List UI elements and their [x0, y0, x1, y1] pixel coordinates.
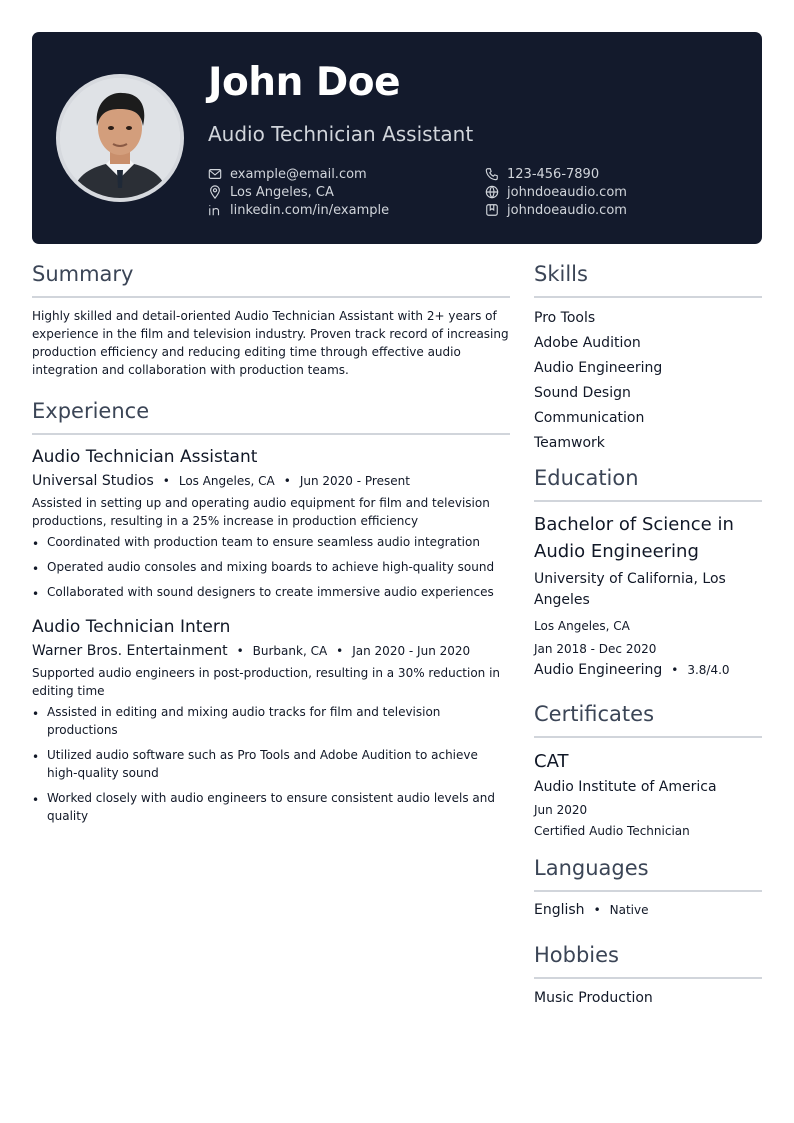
- job-location: Burbank, CA: [252, 644, 328, 658]
- list-item: [32, 533, 510, 551]
- contact-website[interactable]: [485, 183, 627, 201]
- contact-phone-text: 123-456-7890: [507, 166, 600, 182]
- education-dates: Jan 2018 - Dec 2020: [534, 642, 657, 656]
- skill-item: Teamwork: [534, 435, 605, 451]
- skill-item: Audio Engineering: [534, 360, 663, 376]
- job-meta: [32, 473, 510, 489]
- linkedin-icon: [208, 203, 222, 217]
- education-location: Los Angeles, CA: [534, 619, 630, 633]
- contact-linkedin-text: linkedin.com/in/example: [230, 202, 390, 218]
- languages-heading: Languages: [534, 856, 762, 892]
- certificate-date: Jun 2020: [534, 803, 588, 817]
- education-heading: Education: [534, 466, 762, 502]
- hobby-item: Music Production: [534, 990, 653, 1006]
- education-school: University of California, Los Angeles: [534, 571, 726, 608]
- separator-dot: •: [593, 903, 601, 917]
- job-company: Universal Studios: [32, 473, 154, 489]
- bullet-dot: •: [32, 793, 40, 807]
- bookmark-icon: [485, 203, 499, 217]
- candidate-role: Audio Technician Assistant: [208, 122, 474, 146]
- contact-email[interactable]: [208, 165, 367, 183]
- bullet-text: Worked closely with audio engineers to ensure consistent audio levels and quality: [47, 791, 495, 823]
- job-title: Audio Technician Assistant: [32, 447, 258, 467]
- job-title: Audio Technician Intern: [32, 617, 231, 637]
- separator-dot: •: [283, 474, 291, 488]
- contact-location-text: Los Angeles, CA: [230, 184, 334, 200]
- education-gpa: 3.8/4.0: [687, 663, 730, 677]
- globe-icon: [485, 185, 499, 199]
- bullet-text: Coordinated with production team to ensure seamless audio integration: [47, 535, 480, 549]
- experience-heading: Experience: [32, 399, 510, 435]
- education-field-row: [534, 662, 762, 678]
- skill-item: Communication: [534, 410, 645, 426]
- list-item: [32, 789, 510, 825]
- bullet-text: Operated audio consoles and mixing boards to achieve high-quality sound: [47, 560, 495, 574]
- certificate-name: CAT: [534, 751, 569, 772]
- bullet-dot: •: [32, 750, 40, 764]
- job-entry: [32, 447, 510, 601]
- education-field: Audio Engineering: [534, 662, 663, 678]
- skill-item: Adobe Audition: [534, 335, 641, 351]
- job-company: Warner Bros. Entertainment: [32, 643, 228, 659]
- bullet-dot: •: [32, 707, 40, 721]
- contact-portfolio[interactable]: [485, 201, 627, 219]
- list-item: [32, 746, 510, 782]
- bullet-text: Collaborated with sound designers to create immersive audio experiences: [47, 585, 494, 599]
- certificate-description: Certified Audio Technician: [534, 824, 690, 838]
- summary-text: Highly skilled and detail-oriented Audio Technician Assistant with 2+ years of experience in the film and television industry. Proven track record of increasing production efficiency and reducing editing time through effective audio integration and collaboration with production teams.: [32, 309, 509, 377]
- language-name: English: [534, 902, 585, 918]
- mail-icon: [208, 167, 222, 181]
- separator-dot: •: [236, 644, 244, 658]
- list-item: [32, 583, 510, 601]
- job-meta: [32, 643, 510, 659]
- phone-icon: [485, 167, 499, 181]
- map-pin-icon: [208, 185, 222, 199]
- separator-dot: •: [162, 474, 170, 488]
- resume-header: [32, 32, 762, 244]
- portrait-image: [60, 78, 180, 198]
- job-entry: [32, 617, 510, 825]
- contact-phone[interactable]: [485, 165, 599, 183]
- bullet-dot: •: [32, 587, 40, 601]
- separator-dot: •: [336, 644, 344, 658]
- profile-photo: [56, 74, 184, 202]
- side-column: [534, 262, 762, 1013]
- education-degree: Bachelor of Science in Audio Engineering: [534, 514, 734, 562]
- bullet-text: Assisted in editing and mixing audio tracks for film and television productions: [47, 705, 441, 737]
- contact-website-text: johndoeaudio.com: [507, 184, 627, 200]
- job-bullets: [32, 703, 510, 825]
- skills-list: [534, 308, 762, 458]
- language-level: Native: [609, 903, 649, 917]
- job-description: Assisted in setting up and operating audio equipment for film and television productions, resulting in a 25% increase in production efficiency: [32, 496, 490, 528]
- hobbies-heading: Hobbies: [534, 943, 762, 979]
- contact-linkedin[interactable]: [208, 201, 389, 219]
- job-bullets: [32, 533, 510, 601]
- certificate-issuer: Audio Institute of America: [534, 779, 717, 795]
- summary-heading: Summary: [32, 262, 510, 298]
- skill-item: Pro Tools: [534, 310, 596, 326]
- separator-dot: •: [671, 663, 679, 677]
- certificates-heading: Certificates: [534, 702, 762, 738]
- education-entry: [534, 511, 762, 678]
- language-entry: [534, 902, 762, 918]
- bullet-text: Utilized audio software such as Pro Tools and Adobe Audition to achieve high-quality sound: [47, 748, 478, 780]
- job-dates: Jan 2020 - Jun 2020: [352, 644, 471, 658]
- bullet-dot: •: [32, 562, 40, 576]
- job-description: Supported audio engineers in post-production, resulting in a 30% reduction in editing time: [32, 666, 501, 698]
- job-location: Los Angeles, CA: [178, 474, 275, 488]
- certificate-entry: [534, 748, 762, 840]
- main-column: [32, 262, 510, 832]
- job-dates: Jun 2020 - Present: [299, 474, 410, 488]
- list-item: [32, 703, 510, 739]
- skill-item: Sound Design: [534, 385, 631, 401]
- list-item: [32, 558, 510, 576]
- contact-portfolio-text: johndoeaudio.com: [507, 202, 627, 218]
- contact-location: [208, 183, 334, 201]
- bullet-dot: •: [32, 537, 40, 551]
- candidate-name: John Doe: [208, 60, 401, 105]
- skills-heading: Skills: [534, 262, 762, 298]
- contact-email-text: example@email.com: [230, 166, 367, 182]
